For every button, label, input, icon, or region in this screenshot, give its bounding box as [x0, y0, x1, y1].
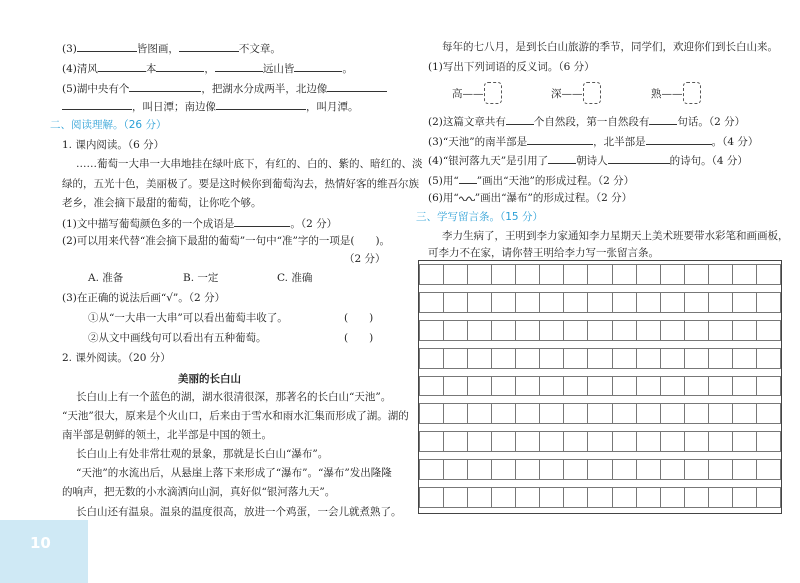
grid-cell[interactable]: [732, 459, 757, 480]
grid-cell[interactable]: [684, 292, 709, 313]
q5-line-a: (5)湖中央有个 ，把湖水分成两半，北边像: [62, 80, 387, 96]
grid-cell[interactable]: [756, 403, 781, 424]
grid-cell[interactable]: [419, 320, 444, 341]
section-3-heading: 三、学写留言条。（15 分）: [416, 211, 543, 223]
blank[interactable]: [506, 113, 534, 125]
grid-cell[interactable]: [491, 376, 516, 397]
article-line: 南半部是朝鲜的领土，北半部是中国的领土。: [62, 429, 272, 441]
blank[interactable]: [216, 98, 306, 110]
grid-cell[interactable]: [515, 292, 540, 313]
q5-line-b: ，叫日潭；南边像 ，叫月潭。: [62, 98, 359, 114]
grid-cell[interactable]: [636, 348, 661, 369]
grid-cell[interactable]: [467, 376, 492, 397]
grid-cell[interactable]: [539, 292, 564, 313]
grid-cell[interactable]: [732, 264, 757, 285]
blank[interactable]: [294, 60, 342, 72]
grid-cell[interactable]: [539, 459, 564, 480]
grid-cell[interactable]: [660, 376, 685, 397]
grid-cell[interactable]: [467, 264, 492, 285]
grid-cell[interactable]: [443, 264, 468, 285]
article-end-line: 每年的七八月，是到长白山旅游的季节，同学们，欢迎你们到长白山来。: [442, 41, 778, 53]
grid-cell[interactable]: [684, 431, 709, 452]
grid-cell[interactable]: [587, 487, 612, 508]
answer-paren[interactable]: ( ): [344, 312, 374, 324]
grid-cell[interactable]: [684, 264, 709, 285]
answer-box[interactable]: [484, 82, 502, 104]
p1-question-2: (2)可以用来代替“准会摘下最甜的葡萄”一句中“准”字的一项是( )。: [62, 235, 391, 247]
page-number: 10: [30, 534, 51, 552]
grid-cell[interactable]: [612, 403, 637, 424]
grid-cell[interactable]: [660, 348, 685, 369]
r-question-2: (2)这篇文章共有 个自然段，第一自然段有 句话。（2 分）: [428, 113, 745, 129]
grid-cell[interactable]: [756, 292, 781, 313]
grid-cell[interactable]: [756, 487, 781, 508]
p1-question-3: (3)在正确的说法后画“√”。（2 分）: [62, 292, 226, 304]
grid-cell[interactable]: [419, 487, 444, 508]
grid-cell[interactable]: [708, 431, 733, 452]
grid-cell[interactable]: [467, 431, 492, 452]
grid-cell[interactable]: [660, 431, 685, 452]
grid-cell[interactable]: [467, 348, 492, 369]
grid-cell[interactable]: [419, 403, 444, 424]
choice-a[interactable]: A. 准备: [88, 272, 124, 284]
blank[interactable]: [179, 40, 239, 52]
choice-b[interactable]: B. 一定: [183, 272, 219, 284]
grid-cell[interactable]: [636, 403, 661, 424]
grid-cell[interactable]: [636, 320, 661, 341]
article-line: 长白山还有温泉。温泉的温度很高，放进一个鸡蛋，一会儿就煮熟了。: [76, 506, 402, 518]
grid-cell[interactable]: [563, 376, 588, 397]
r-question-6: (6)用“ ”画出“瀑布”的形成过程。（2 分）: [428, 192, 633, 204]
r-question-4: (4)“银河落九天”是引用了 朝诗人 的诗句。（4 分）: [428, 152, 748, 168]
blank[interactable]: [156, 60, 204, 72]
article-title: 美丽的长白山: [178, 373, 241, 385]
statement-2: ②从文中画线句可以看出有五种葡萄。: [88, 332, 267, 344]
q4-line: (4)清风 本 ， 远山皆 。: [62, 60, 353, 76]
grid-cell[interactable]: [563, 292, 588, 313]
grid-cell[interactable]: [587, 459, 612, 480]
grid-cell[interactable]: [587, 348, 612, 369]
straight-underline-sample: [459, 172, 477, 184]
grid-cell[interactable]: [443, 403, 468, 424]
grid-cell[interactable]: [563, 264, 588, 285]
grid-cell[interactable]: [515, 348, 540, 369]
antonym-label: 熟——: [651, 88, 683, 100]
grid-cell[interactable]: [491, 487, 516, 508]
blank[interactable]: [98, 60, 146, 72]
grid-cell[interactable]: [539, 264, 564, 285]
grid-cell[interactable]: [563, 348, 588, 369]
grid-cell[interactable]: [612, 431, 637, 452]
grid-cell[interactable]: [612, 376, 637, 397]
prompt-line: 李力生病了，王明到李力家通知李力星期天上美术班要带水彩笔和画画板，: [442, 230, 789, 242]
grid-cell[interactable]: [660, 320, 685, 341]
grid-cell[interactable]: [756, 376, 781, 397]
grid-cell[interactable]: [708, 348, 733, 369]
grid-cell[interactable]: [708, 403, 733, 424]
article-line: 的响声，把无数的小水滴洒向山洞，真好似“银河落九天”。: [62, 486, 336, 498]
grid-cell[interactable]: [443, 376, 468, 397]
grid-cell[interactable]: [491, 403, 516, 424]
grid-cell[interactable]: [419, 431, 444, 452]
grid-cell[interactable]: [563, 431, 588, 452]
grid-cell[interactable]: [732, 431, 757, 452]
grid-cell[interactable]: [419, 292, 444, 313]
grid-cell[interactable]: [539, 487, 564, 508]
passage1-line: ……葡萄一大串一大串地挂在绿叶底下，有红的、白的、紫的、暗红的、淡: [76, 158, 423, 170]
grid-cell[interactable]: [636, 431, 661, 452]
writing-grid[interactable]: [418, 260, 782, 514]
grid-cell[interactable]: [612, 487, 637, 508]
grid-cell[interactable]: [563, 487, 588, 508]
blank[interactable]: [608, 152, 670, 164]
grid-cell[interactable]: [539, 431, 564, 452]
grid-cell[interactable]: [443, 348, 468, 369]
grid-cell[interactable]: [443, 487, 468, 508]
grid-cell[interactable]: [515, 264, 540, 285]
grid-cell[interactable]: [587, 292, 612, 313]
grid-cell[interactable]: [708, 320, 733, 341]
grid-cell[interactable]: [587, 376, 612, 397]
grid-cell[interactable]: [587, 320, 612, 341]
grid-cell[interactable]: [419, 459, 444, 480]
grid-cell[interactable]: [539, 403, 564, 424]
grid-cell[interactable]: [491, 320, 516, 341]
wavy-underline-sample: [459, 193, 475, 201]
grid-cell[interactable]: [684, 376, 709, 397]
grid-cell[interactable]: [612, 459, 637, 480]
passage1-line: 老乡，准会摘下最甜的葡萄，让你吃个够。: [62, 197, 262, 209]
grid-cell[interactable]: [467, 459, 492, 480]
choice-c[interactable]: C. 准确: [277, 272, 313, 284]
grid-cell[interactable]: [563, 320, 588, 341]
r-question-5: (5)用“ ”画出“天池”的形成过程。（2 分）: [428, 172, 634, 188]
grid-cell[interactable]: [491, 431, 516, 452]
grid-cell[interactable]: [612, 292, 637, 313]
grid-cell[interactable]: [684, 320, 709, 341]
grid-cell[interactable]: [708, 292, 733, 313]
grid-cell[interactable]: [756, 348, 781, 369]
grid-cell[interactable]: [636, 292, 661, 313]
grid-cell[interactable]: [419, 264, 444, 285]
grid-cell[interactable]: [732, 487, 757, 508]
grid-cell[interactable]: [587, 403, 612, 424]
statement-1: ①从“一大串一大串”可以看出葡萄丰收了。: [88, 312, 288, 324]
blank[interactable]: [646, 133, 712, 145]
blank[interactable]: [527, 133, 593, 145]
blank[interactable]: [327, 80, 387, 92]
grid-cell[interactable]: [684, 459, 709, 480]
grid-cell[interactable]: [419, 348, 444, 369]
grid-cell[interactable]: [732, 403, 757, 424]
grid-cell[interactable]: [587, 264, 612, 285]
grid-cell[interactable]: [636, 459, 661, 480]
answer-paren[interactable]: ( ): [344, 332, 374, 344]
grid-cell[interactable]: [467, 320, 492, 341]
grid-cell[interactable]: [443, 320, 468, 341]
grid-cell[interactable]: [708, 376, 733, 397]
grid-cell[interactable]: [756, 264, 781, 285]
part1-heading: 1. 课内阅读。（6 分）: [62, 139, 165, 151]
grid-cell[interactable]: [563, 403, 588, 424]
grid-cell[interactable]: [684, 403, 709, 424]
grid-cell[interactable]: [660, 459, 685, 480]
grid-cell[interactable]: [636, 376, 661, 397]
grid-cell[interactable]: [491, 292, 516, 313]
grid-cell[interactable]: [612, 320, 637, 341]
blank[interactable]: [234, 215, 290, 227]
grid-cell[interactable]: [684, 348, 709, 369]
grid-cell[interactable]: [756, 459, 781, 480]
grid-cell[interactable]: [732, 292, 757, 313]
grid-cell[interactable]: [491, 348, 516, 369]
grid-cell[interactable]: [467, 292, 492, 313]
grid-cell[interactable]: [443, 459, 468, 480]
grid-cell[interactable]: [732, 348, 757, 369]
grid-cell[interactable]: [636, 264, 661, 285]
grid-cell[interactable]: [732, 376, 757, 397]
grid-cell[interactable]: [419, 376, 444, 397]
grid-cell[interactable]: [708, 264, 733, 285]
grid-cell[interactable]: [708, 487, 733, 508]
grid-cell[interactable]: [660, 487, 685, 508]
article-line: 长白山上有一个蓝色的湖，湖水很清很深，那著名的长白山“天池”。: [76, 391, 392, 403]
article-line: “天池”的水流出后，从悬崖上落下来形成了“瀑布”。“瀑布”发出隆隆: [76, 467, 392, 479]
grid-cell[interactable]: [756, 320, 781, 341]
grid-cell[interactable]: [515, 320, 540, 341]
grid-cell[interactable]: [708, 459, 733, 480]
part2-heading: 2. 课外阅读。（20 分）: [62, 352, 171, 364]
grid-cell[interactable]: [684, 487, 709, 508]
p1-question-1: (1)文中描写葡萄颜色多的一个成语是 。（2 分）: [62, 215, 337, 231]
grid-cell[interactable]: [732, 320, 757, 341]
grid-cell[interactable]: [443, 431, 468, 452]
grid-cell[interactable]: [515, 487, 540, 508]
answer-box[interactable]: [583, 82, 601, 104]
r-question-3: (3)“天池”的南半部是 ，北半部是 。（4 分）: [428, 133, 758, 149]
grid-cell[interactable]: [515, 459, 540, 480]
r-question-1: (1)写出下列词语的反义词。（6 分）: [428, 61, 595, 73]
grid-cell[interactable]: [612, 264, 637, 285]
article-line: “天池”很大，原来是个火山口，后来由于雪水和雨水汇集而形成了湖。湖的: [62, 410, 409, 422]
grid-cell[interactable]: [587, 431, 612, 452]
grid-cell[interactable]: [491, 264, 516, 285]
grid-cell[interactable]: [660, 403, 685, 424]
grid-cell[interactable]: [467, 403, 492, 424]
grid-cell[interactable]: [539, 320, 564, 341]
blank[interactable]: [77, 40, 137, 52]
grid-cell[interactable]: [539, 376, 564, 397]
grid-cell[interactable]: [491, 459, 516, 480]
blank[interactable]: [129, 80, 201, 92]
grid-cell[interactable]: [660, 264, 685, 285]
prompt-line: 可李力不在家，请你替王明给李力写一张留言条。: [428, 247, 659, 259]
answer-box[interactable]: [683, 82, 701, 104]
score: （2 分）: [344, 253, 386, 265]
blank[interactable]: [649, 113, 677, 125]
grid-cell[interactable]: [636, 487, 661, 508]
blank[interactable]: [62, 98, 132, 110]
grid-cell[interactable]: [443, 292, 468, 313]
q3-line: (3) 皆图画， 不文章。: [62, 40, 281, 56]
article-line: 长白山上有处非常壮观的景象，那就是长白山“瀑布”。: [76, 448, 329, 460]
passage1-line: 绿的，五光十色，美丽极了。要是这时候你到葡萄沟去，热情好客的维吾尔族: [62, 178, 419, 190]
section-2-heading: 二、阅读理解。（26 分）: [50, 119, 167, 131]
grid-cell[interactable]: [467, 487, 492, 508]
grid-cell[interactable]: [515, 403, 540, 424]
antonym-label: 高——: [452, 88, 484, 100]
blank[interactable]: [548, 152, 576, 164]
grid-cell[interactable]: [612, 348, 637, 369]
grid-cell[interactable]: [515, 376, 540, 397]
grid-cell[interactable]: [563, 459, 588, 480]
grid-cell[interactable]: [515, 431, 540, 452]
antonym-label: 深——: [551, 88, 583, 100]
blank[interactable]: [215, 60, 263, 72]
grid-cell[interactable]: [756, 431, 781, 452]
grid-cell[interactable]: [539, 348, 564, 369]
grid-cell[interactable]: [660, 292, 685, 313]
